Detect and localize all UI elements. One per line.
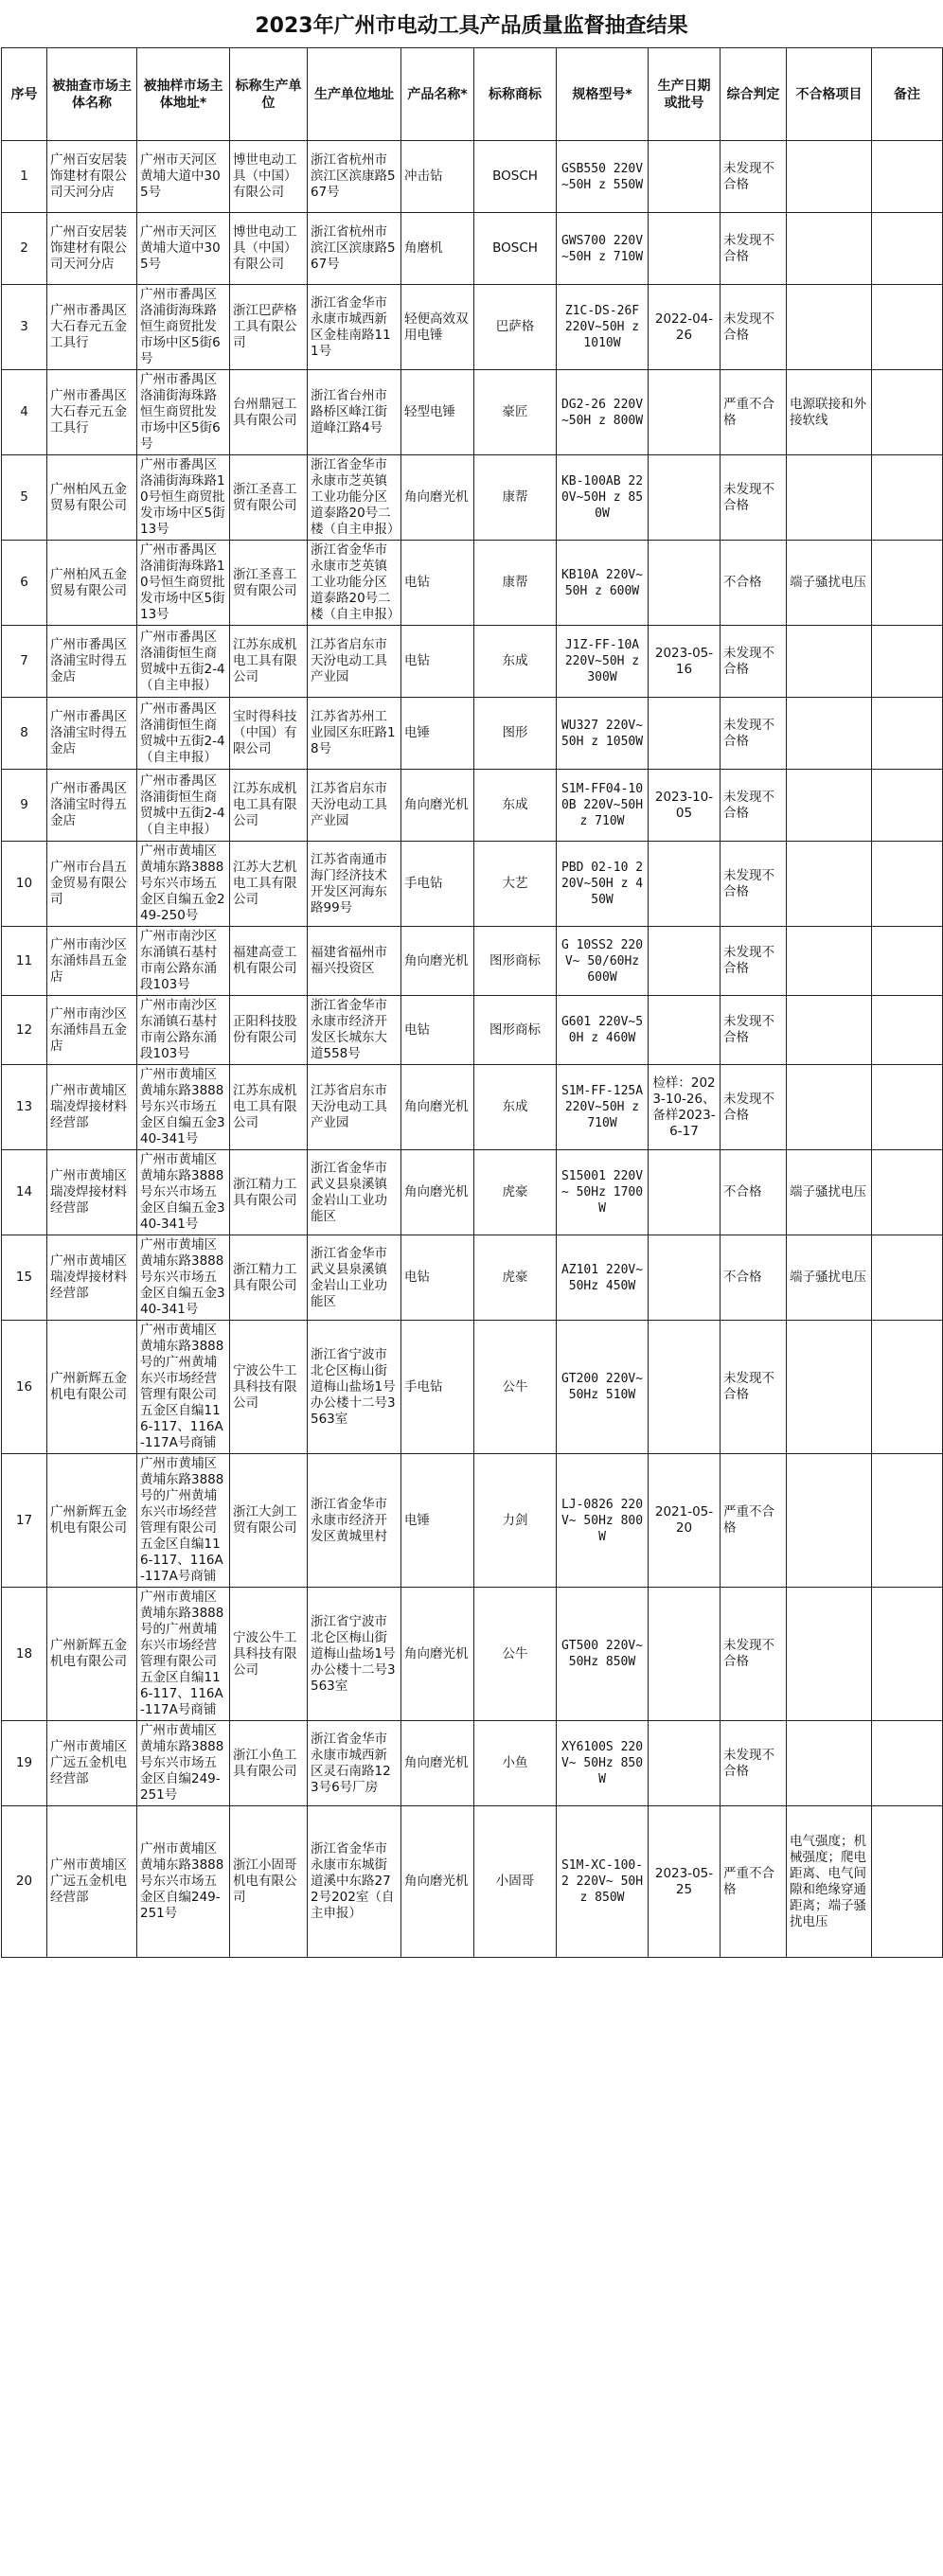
table-row [2, 927, 943, 996]
cell-note [872, 455, 943, 541]
cell-spec: S1M-XC-100-2 220V~ 50Hz 850W [557, 1806, 649, 1958]
cell-fail-items [787, 1065, 872, 1150]
table-row [2, 1150, 943, 1235]
cell-no: 9 [2, 770, 47, 842]
cell-date [649, 698, 721, 770]
cell-spec: GT500 220V~ 50Hz 850W [557, 1588, 649, 1721]
cell-seller: 广州市南沙区东涌炜昌五金店 [47, 996, 137, 1065]
cell-spec: Z1C-DS-26F 220V~50H z 1010W [557, 285, 649, 370]
cell-product: 电钻 [401, 996, 474, 1065]
cell-verdict: 严重不合格 [721, 1454, 787, 1588]
cell-product: 角向磨光机 [401, 927, 474, 996]
cell-maker: 宝时得科技（中国）有限公司 [230, 698, 308, 770]
cell-spec: WU327 220V~50H z 1050W [557, 698, 649, 770]
cell-date: 检样：2023-10-26、备样2023-6-17 [649, 1065, 721, 1150]
cell-address: 广州市番禺区洛浦街海珠路10号恒生商贸批发市场中区5街13号 [137, 541, 230, 626]
cell-maker: 浙江巴萨格工具有限公司 [230, 285, 308, 370]
cell-note [872, 370, 943, 455]
cell-note [872, 996, 943, 1065]
table-row [2, 455, 943, 541]
cell-verdict: 严重不合格 [721, 370, 787, 455]
table-row [2, 1806, 943, 1958]
col-header: 产品名称* [401, 48, 474, 141]
cell-verdict: 不合格 [721, 1150, 787, 1235]
cell-spec: S1M-FF-125A 220V~50H z 710W [557, 1065, 649, 1150]
cell-verdict: 未发现不合格 [721, 1321, 787, 1454]
cell-seller: 广州市黄埔区广远五金机电经营部 [47, 1806, 137, 1958]
cell-brand: 大艺 [474, 842, 557, 927]
cell-brand: 力剑 [474, 1454, 557, 1588]
cell-note [872, 213, 943, 285]
cell-maker: 江苏大艺机电工具有限公司 [230, 842, 308, 927]
cell-no: 10 [2, 842, 47, 927]
cell-seller: 广州市黄埔区瑞凌焊接材料经营部 [47, 1065, 137, 1150]
cell-brand: 虎豪 [474, 1150, 557, 1235]
cell-maker: 浙江小鱼工具有限公司 [230, 1721, 308, 1806]
cell-date: 2023-10-05 [649, 770, 721, 842]
cell-product: 电锤 [401, 1454, 474, 1588]
cell-verdict: 未发现不合格 [721, 213, 787, 285]
cell-verdict: 未发现不合格 [721, 927, 787, 996]
cell-date [649, 141, 721, 213]
cell-maker-address: 浙江省金华市永康市城西新区金桂南路111号 [308, 285, 401, 370]
cell-maker-address: 浙江省宁波市北仑区梅山街道梅山盐场1号办公楼十二号3563室 [308, 1588, 401, 1721]
cell-maker-address: 浙江省金华市永康市芝英镇工业功能分区道泰路20号二楼（自主申报） [308, 455, 401, 541]
cell-maker-address: 浙江省金华市永康市芝英镇工业功能分区道泰路20号二楼（自主申报） [308, 541, 401, 626]
cell-no: 11 [2, 927, 47, 996]
cell-address: 广州市黄埔区黄埔东路3888号东兴市场五金区自编249-251号 [137, 1721, 230, 1806]
cell-brand: 东成 [474, 1065, 557, 1150]
cell-maker: 博世电动工具（中国）有限公司 [230, 141, 308, 213]
cell-seller: 广州柏风五金贸易有限公司 [47, 455, 137, 541]
cell-address: 广州市南沙区东涌镇石基村市南公路东涌段103号 [137, 927, 230, 996]
cell-fail-items [787, 1454, 872, 1588]
cell-maker-address: 浙江省杭州市滨江区滨康路567号 [308, 213, 401, 285]
cell-product: 电钻 [401, 626, 474, 698]
cell-maker: 江苏东成机电工具有限公司 [230, 1065, 308, 1150]
cell-verdict: 未发现不合格 [721, 842, 787, 927]
cell-note [872, 626, 943, 698]
cell-date [649, 213, 721, 285]
cell-brand: 东成 [474, 770, 557, 842]
cell-spec: G 10SS2 220V~ 50/60Hz 600W [557, 927, 649, 996]
cell-maker: 江苏东成机电工具有限公司 [230, 770, 308, 842]
cell-address: 广州市天河区黄埔大道中305号 [137, 141, 230, 213]
cell-brand: 小鱼 [474, 1721, 557, 1806]
cell-spec: XY6100S 220V~ 50Hz 850W [557, 1721, 649, 1806]
cell-fail-items: 端子骚扰电压 [787, 541, 872, 626]
cell-date [649, 455, 721, 541]
cell-product: 冲击钻 [401, 141, 474, 213]
cell-address: 广州市番禺区洛浦街恒生商贸城中五街2-4（自主申报） [137, 770, 230, 842]
cell-maker: 浙江圣喜工贸有限公司 [230, 455, 308, 541]
col-header: 标称商标 [474, 48, 557, 141]
cell-maker-address: 福建省福州市福兴投资区 [308, 927, 401, 996]
cell-note [872, 1235, 943, 1321]
cell-brand: 图形商标 [474, 927, 557, 996]
cell-date [649, 541, 721, 626]
cell-maker: 宁波公牛工具科技有限公司 [230, 1321, 308, 1454]
cell-spec: G601 220V~50H z 460W [557, 996, 649, 1065]
table-body [2, 141, 943, 1958]
cell-no: 20 [2, 1806, 47, 1958]
cell-maker: 台州鼎冠工具有限公司 [230, 370, 308, 455]
cell-product: 角向磨光机 [401, 770, 474, 842]
cell-seller: 广州市番禺区洛浦宝时得五金店 [47, 770, 137, 842]
cell-no: 13 [2, 1065, 47, 1150]
cell-seller: 广州市南沙区东涌炜昌五金店 [47, 927, 137, 996]
cell-product: 角向磨光机 [401, 1150, 474, 1235]
cell-verdict: 不合格 [721, 1235, 787, 1321]
cell-no: 1 [2, 141, 47, 213]
cell-spec: KB10A 220V~50H z 600W [557, 541, 649, 626]
cell-maker: 浙江精力工具有限公司 [230, 1235, 308, 1321]
cell-fail-items [787, 842, 872, 927]
cell-note [872, 1150, 943, 1235]
cell-fail-items [787, 213, 872, 285]
cell-note [872, 1721, 943, 1806]
cell-seller: 广州市番禺区洛浦宝时得五金店 [47, 626, 137, 698]
cell-no: 16 [2, 1321, 47, 1454]
cell-spec: GT200 220V~ 50Hz 510W [557, 1321, 649, 1454]
cell-address: 广州市番禺区洛浦街海珠路恒生商贸批发市场中区5街6号 [137, 370, 230, 455]
cell-seller: 广州市番禺区大石春元五金工具行 [47, 285, 137, 370]
cell-note [872, 1806, 943, 1958]
cell-spec: GWS700 220V~50H z 710W [557, 213, 649, 285]
cell-brand: 康帮 [474, 455, 557, 541]
table-row [2, 698, 943, 770]
col-header: 不合格项目 [787, 48, 872, 141]
cell-verdict: 未发现不合格 [721, 626, 787, 698]
cell-maker-address: 浙江省宁波市北仑区梅山街道梅山盐场1号办公楼十二号3563室 [308, 1321, 401, 1454]
table-row [2, 842, 943, 927]
cell-verdict: 未发现不合格 [721, 770, 787, 842]
cell-address: 广州市黄埔区黄埔东路3888号东兴市场五金区自编五金340-341号 [137, 1235, 230, 1321]
cell-address: 广州市黄埔区黄埔东路3888号东兴市场五金区自编五金340-341号 [137, 1065, 230, 1150]
cell-product: 手电钻 [401, 842, 474, 927]
cell-note [872, 842, 943, 927]
cell-fail-items: 端子骚扰电压 [787, 1235, 872, 1321]
cell-maker-address: 浙江省金华市武义县泉溪镇金岩山工业功能区 [308, 1150, 401, 1235]
table-row [2, 770, 943, 842]
cell-no: 17 [2, 1454, 47, 1588]
cell-no: 2 [2, 213, 47, 285]
col-header: 综合判定 [721, 48, 787, 141]
cell-no: 14 [2, 1150, 47, 1235]
cell-seller: 广州新辉五金机电有限公司 [47, 1321, 137, 1454]
cell-address: 广州市番禺区洛浦街恒生商贸城中五街2-4（自主申报） [137, 698, 230, 770]
table-row [2, 370, 943, 455]
cell-date [649, 1150, 721, 1235]
cell-seller: 广州市黄埔区瑞凌焊接材料经营部 [47, 1150, 137, 1235]
cell-maker-address: 浙江省金华市永康市东城街道溪中东路272号202室（自主申报） [308, 1806, 401, 1958]
cell-note [872, 927, 943, 996]
table-row [2, 213, 943, 285]
cell-fail-items: 电气强度；机械强度；爬电距离、电气间隙和绝缘穿通距离；端子骚扰电压 [787, 1806, 872, 1958]
cell-brand: 公牛 [474, 1588, 557, 1721]
cell-maker-address: 江苏省启东市天汾电动工具产业园 [308, 1065, 401, 1150]
cell-fail-items [787, 1588, 872, 1721]
cell-brand: 图形商标 [474, 996, 557, 1065]
cell-fail-items [787, 455, 872, 541]
cell-date: 2021-05-20 [649, 1454, 721, 1588]
cell-seller: 广州百安居装饰建材有限公司天河分店 [47, 141, 137, 213]
cell-maker-address: 浙江省台州市路桥区峰江街道峰江路4号 [308, 370, 401, 455]
cell-spec: GSB550 220V~50H z 550W [557, 141, 649, 213]
cell-spec: S1M-FF04-100B 220V~50H z 710W [557, 770, 649, 842]
cell-brand: 小固哥 [474, 1806, 557, 1958]
cell-no: 8 [2, 698, 47, 770]
cell-seller: 广州市黄埔区瑞凌焊接材料经营部 [47, 1235, 137, 1321]
cell-fail-items: 端子骚扰电压 [787, 1150, 872, 1235]
cell-product: 电钻 [401, 541, 474, 626]
cell-note [872, 1065, 943, 1150]
cell-address: 广州市黄埔区黄埔东路3888号的广州黄埔东兴市场经营管理有限公司五金区自编116-117、116A-117A号商铺 [137, 1454, 230, 1588]
cell-maker-address: 浙江省杭州市滨江区滨康路567号 [308, 141, 401, 213]
cell-date [649, 996, 721, 1065]
col-header: 生产日期或批号 [649, 48, 721, 141]
cell-fail-items [787, 698, 872, 770]
cell-brand: 公牛 [474, 1321, 557, 1454]
cell-maker: 正阳科技股份有限公司 [230, 996, 308, 1065]
table-row [2, 1065, 943, 1150]
cell-address: 广州市番禺区洛浦街海珠路10号恒生商贸批发市场中区5街13号 [137, 455, 230, 541]
cell-fail-items [787, 770, 872, 842]
cell-product: 电锤 [401, 698, 474, 770]
cell-brand: BOSCH [474, 141, 557, 213]
cell-fail-items [787, 141, 872, 213]
cell-product: 角向磨光机 [401, 1806, 474, 1958]
cell-brand: BOSCH [474, 213, 557, 285]
header-row [2, 48, 943, 141]
cell-date [649, 370, 721, 455]
cell-verdict: 未发现不合格 [721, 1065, 787, 1150]
cell-verdict: 未发现不合格 [721, 1588, 787, 1721]
cell-product: 电钻 [401, 1235, 474, 1321]
cell-no: 5 [2, 455, 47, 541]
cell-maker-address: 浙江省金华市永康市经济开发区黄城里村 [308, 1454, 401, 1588]
cell-date [649, 1235, 721, 1321]
col-header: 序号 [2, 48, 47, 141]
cell-maker-address: 浙江省金华市武义县泉溪镇金岩山工业功能区 [308, 1235, 401, 1321]
cell-no: 18 [2, 1588, 47, 1721]
cell-date: 2022-04-26 [649, 285, 721, 370]
cell-verdict: 未发现不合格 [721, 455, 787, 541]
table-row [2, 1321, 943, 1454]
cell-maker-address: 浙江省金华市永康市经济开发区长城东大道558号 [308, 996, 401, 1065]
table-row [2, 141, 943, 213]
cell-address: 广州市天河区黄埔大道中305号 [137, 213, 230, 285]
cell-date: 2023-05-25 [649, 1806, 721, 1958]
cell-maker: 博世电动工具（中国）有限公司 [230, 213, 308, 285]
cell-product: 角向磨光机 [401, 1065, 474, 1150]
cell-no: 6 [2, 541, 47, 626]
col-header: 被抽查市场主体名称 [47, 48, 137, 141]
cell-product: 轻型电锤 [401, 370, 474, 455]
cell-seller: 广州柏风五金贸易有限公司 [47, 541, 137, 626]
cell-date [649, 842, 721, 927]
cell-maker: 浙江小固哥机电有限公司 [230, 1806, 308, 1958]
cell-fail-items [787, 1321, 872, 1454]
cell-maker: 江苏东成机电工具有限公司 [230, 626, 308, 698]
col-header: 标称生产单位 [230, 48, 308, 141]
table-row [2, 1235, 943, 1321]
cell-verdict: 未发现不合格 [721, 698, 787, 770]
cell-no: 7 [2, 626, 47, 698]
cell-date [649, 927, 721, 996]
cell-spec: PBD 02-10 220V~50H z 450W [557, 842, 649, 927]
table-row [2, 541, 943, 626]
results-table [1, 47, 943, 1958]
cell-address: 广州市番禺区洛浦街海珠路恒生商贸批发市场中区5街6号 [137, 285, 230, 370]
cell-address: 广州市黄埔区黄埔东路3888号的广州黄埔东兴市场经营管理有限公司五金区自编116-117、116A-117A号商铺 [137, 1588, 230, 1721]
cell-address: 广州市黄埔区黄埔东路3888号东兴市场五金区自编五金340-341号 [137, 1150, 230, 1235]
cell-product: 角向磨光机 [401, 1588, 474, 1721]
cell-fail-items [787, 996, 872, 1065]
cell-fail-items: 电源联接和外接软线 [787, 370, 872, 455]
cell-seller: 广州新辉五金机电有限公司 [47, 1588, 137, 1721]
cell-address: 广州市黄埔区黄埔东路3888号东兴市场五金区自编249-251号 [137, 1806, 230, 1958]
cell-note [872, 541, 943, 626]
cell-brand: 图形 [474, 698, 557, 770]
cell-note [872, 1588, 943, 1721]
table-row [2, 285, 943, 370]
cell-fail-items [787, 626, 872, 698]
cell-product: 角向磨光机 [401, 1721, 474, 1806]
cell-brand: 康帮 [474, 541, 557, 626]
cell-no: 4 [2, 370, 47, 455]
cell-verdict: 严重不合格 [721, 1806, 787, 1958]
cell-brand: 巴萨格 [474, 285, 557, 370]
cell-maker-address: 江苏省南通市海门经济技术开发区河海东路99号 [308, 842, 401, 927]
cell-seller: 广州市番禺区大石春元五金工具行 [47, 370, 137, 455]
cell-verdict: 未发现不合格 [721, 141, 787, 213]
table-row [2, 996, 943, 1065]
cell-date [649, 1588, 721, 1721]
cell-note [872, 141, 943, 213]
cell-date: 2023-05-16 [649, 626, 721, 698]
table-row [2, 1454, 943, 1588]
cell-seller: 广州市黄埔区广远五金机电经营部 [47, 1721, 137, 1806]
cell-address: 广州市黄埔区黄埔东路3888号东兴市场五金区自编五金249-250号 [137, 842, 230, 927]
cell-no: 12 [2, 996, 47, 1065]
cell-fail-items [787, 1721, 872, 1806]
cell-address: 广州市黄埔区黄埔东路3888号的广州黄埔东兴市场经营管理有限公司五金区自编116-117、116A-117A号商铺 [137, 1321, 230, 1454]
cell-verdict: 未发现不合格 [721, 285, 787, 370]
col-header: 被抽样市场主体地址* [137, 48, 230, 141]
table-row [2, 1588, 943, 1721]
cell-product: 角向磨光机 [401, 455, 474, 541]
cell-date [649, 1321, 721, 1454]
cell-fail-items [787, 927, 872, 996]
cell-spec: J1Z-FF-10A 220V~50H z 300W [557, 626, 649, 698]
cell-no: 19 [2, 1721, 47, 1806]
cell-note [872, 1454, 943, 1588]
cell-address: 广州市番禺区洛浦街恒生商贸城中五街2-4（自主申报） [137, 626, 230, 698]
cell-brand: 豪匠 [474, 370, 557, 455]
cell-spec: S15001 220V~ 50Hz 1700W [557, 1150, 649, 1235]
cell-maker: 宁波公牛工具科技有限公司 [230, 1588, 308, 1721]
cell-maker-address: 江苏省启东市天汾电动工具产业园 [308, 626, 401, 698]
cell-maker: 浙江圣喜工贸有限公司 [230, 541, 308, 626]
cell-maker: 福建高壹工机有限公司 [230, 927, 308, 996]
cell-address: 广州市南沙区东涌镇石基村市南公路东涌段103号 [137, 996, 230, 1065]
cell-spec: KB-100AB 220V~50H z 850W [557, 455, 649, 541]
cell-note [872, 1321, 943, 1454]
cell-note [872, 770, 943, 842]
col-header: 备注 [872, 48, 943, 141]
cell-product: 手电钻 [401, 1321, 474, 1454]
cell-spec: DG2-26 220V~50H z 800W [557, 370, 649, 455]
cell-seller: 广州市番禺区洛浦宝时得五金店 [47, 698, 137, 770]
cell-seller: 广州市台昌五金贸易有限公司 [47, 842, 137, 927]
cell-maker: 浙江精力工具有限公司 [230, 1150, 308, 1235]
cell-maker-address: 江苏省苏州工业园区东旺路18号 [308, 698, 401, 770]
table-row [2, 626, 943, 698]
cell-product: 角磨机 [401, 213, 474, 285]
col-header: 规格型号* [557, 48, 649, 141]
cell-brand: 虎豪 [474, 1235, 557, 1321]
cell-spec: LJ-0826 220V~ 50Hz 800W [557, 1454, 649, 1588]
cell-product: 轻便高效双用电锤 [401, 285, 474, 370]
document-title: 2023年广州市电动工具产品质量监督抽查结果 [255, 13, 688, 38]
col-header: 生产单位地址 [308, 48, 401, 141]
cell-date [649, 1721, 721, 1806]
cell-note [872, 698, 943, 770]
cell-maker-address: 浙江省金华市永康市城西新区灵石南路123号6号厂房 [308, 1721, 401, 1806]
cell-verdict: 未发现不合格 [721, 1721, 787, 1806]
cell-spec: AZ101 220V~ 50Hz 450W [557, 1235, 649, 1321]
cell-maker: 浙江大剑工贸有限公司 [230, 1454, 308, 1588]
cell-fail-items [787, 285, 872, 370]
cell-maker-address: 江苏省启东市天汾电动工具产业园 [308, 770, 401, 842]
cell-verdict: 未发现不合格 [721, 996, 787, 1065]
cell-note [872, 285, 943, 370]
table-row [2, 1721, 943, 1806]
cell-seller: 广州新辉五金机电有限公司 [47, 1454, 137, 1588]
cell-verdict: 不合格 [721, 541, 787, 626]
cell-brand: 东成 [474, 626, 557, 698]
cell-no: 15 [2, 1235, 47, 1321]
cell-no: 3 [2, 285, 47, 370]
cell-seller: 广州百安居装饰建材有限公司天河分店 [47, 213, 137, 285]
